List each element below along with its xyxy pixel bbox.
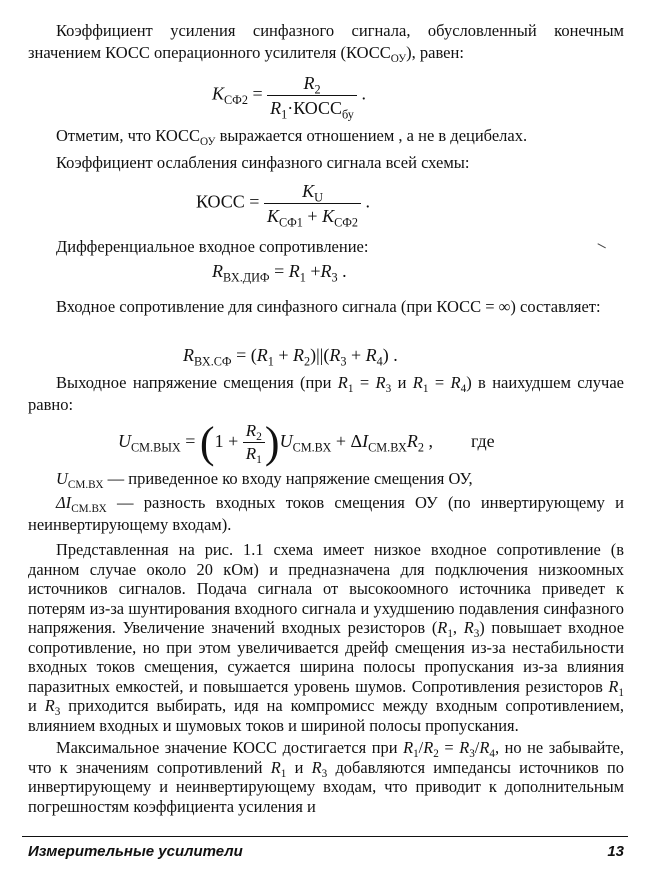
subscript: 1 [618,686,624,699]
operator: = [269,261,289,281]
page-footer [28,843,624,860]
symbol: R [608,676,619,696]
symbol: R [437,618,448,637]
symbol: K [266,206,279,226]
symbol: K [322,206,335,226]
subscript: СМ.ВХ [368,440,407,455]
symbol: U [118,431,131,451]
text: и [391,373,413,392]
symbol: R [311,757,322,777]
symbol: R [406,431,418,451]
symbol: КОСС [196,191,245,212]
operator: / [474,738,480,757]
paren: ) [382,345,389,365]
subscript: 3 [331,270,338,285]
symbol: R [450,373,461,392]
paragraph-cmrr [28,152,624,174]
symbol: ΔI [56,493,72,512]
definition-u-sm-vx [28,468,624,490]
operator: = [180,431,200,451]
formula-r-vx-dif [212,260,347,285]
symbol: R [212,261,223,281]
subscript: 4 [460,382,467,395]
symbol: R [463,618,474,637]
subscript: 1 [347,382,354,395]
text: , [452,618,464,637]
paren: ) [264,417,280,467]
subscript: 1 [447,627,453,640]
text: выражается отношением , а не в децибелах. [215,126,528,145]
subscript: 2 [417,440,425,455]
text: Отметим, что КОСС [56,126,201,145]
symbol: K [212,83,225,104]
symbol: R [183,345,194,365]
text: Коэффициент ослабления синфазного сигнала всей схемы: [56,153,470,172]
symbol: R [337,373,348,392]
formula-kocc [196,180,371,230]
subscript: 1 [422,382,429,395]
text: где [471,431,495,451]
operator: + [273,345,294,365]
denominator [243,442,265,467]
definition-delta-i [28,492,624,535]
subscript: 2 [304,354,311,369]
subscript: ВХ.ДИФ [223,270,270,285]
operator: = [247,83,268,104]
symbol: R [365,345,377,365]
text: Представленная на рис. 1.1 схема имеет низкое входное сопротивление (в данном случае около 20 кОм) и предназначена для подключения низкоомных источников сигналов. Подача сигнала от высокоомного источника приведет к потерям из-за шунтирования входного сигнала и ухудшению подавления синфазного напряжения. Увеличение значений входных резисторов ( [28,540,624,637]
paren: ( [199,417,215,467]
punctuation: . [337,261,347,281]
formula-r-vx-sf [183,344,398,369]
symbol: R [479,738,490,757]
paren: ) [310,345,317,365]
text: и [286,757,312,777]
subscript: 3 [469,747,475,760]
subscript: 1 [256,453,262,467]
paragraph-circuit-description [28,540,624,735]
subscript: 3 [473,627,480,640]
operator: / [418,738,424,757]
formula-u-sm-vyh [118,418,495,465]
fraction [243,421,265,467]
text: Дифференциальное входное сопротивление: [56,237,369,256]
subscript: ОУ [390,52,407,65]
symbol: I [362,431,369,451]
running-title: Измерительные усилители [28,843,243,860]
symbol: R [293,345,305,365]
symbol: R [245,421,257,441]
paren: ( [323,345,330,365]
punctuation: , [424,431,434,451]
subscript: бу [342,107,354,122]
operator: = [428,373,451,392]
operator: 1 + [214,431,243,451]
numerator [267,72,357,95]
operator: = [438,738,460,757]
fraction [267,72,357,122]
operator: = [231,345,251,365]
numerator [264,180,361,203]
symbol: R [44,696,55,715]
denominator [264,203,361,230]
footer-rule [22,836,628,837]
text: ), равен: [406,42,464,62]
text: добавляются импедансы источников по инвертирующему и неинвертирующему входам, что приводит к дополнительным погрешностям коэффициента усиления и [28,757,624,816]
symbol: R [245,444,257,464]
fraction [264,180,361,230]
symbol: R [303,73,315,93]
subscript: СМ.ВХ [71,502,107,515]
subscript: 1 [267,354,274,369]
operator: || [316,345,324,365]
text: и [28,696,45,715]
operator: = [353,373,376,392]
text: , но не забывайте, что к значениям сопротивлений [28,738,624,777]
symbol: R [256,345,268,365]
symbol: ·КОСС [287,98,343,118]
symbol: R [423,738,434,757]
punctuation: . [361,191,371,212]
operator: + [305,261,321,281]
text: ) повышает входное сопротивление, но при этом увеличивается дрейф смещения из-за нестабильности входных токов смещения, сужается ширина полосы пропускания из-за влияния паразитных емкостей, и повышается уровень шумов. Сопротивления резисторов [28,618,624,696]
paragraph-max-cmrr [28,738,624,816]
subscript: СФ1 [278,215,303,230]
text: Выходное напряжение смещения (при [56,373,338,392]
paragraph-cm-input [28,296,624,318]
symbol: R [375,373,386,392]
text: Коэффициент усиления синфазного сигнала, обусловленный конечным значением КОСС операционного усилителя (КОСС [28,21,624,62]
subscript: 1 [299,270,306,285]
subscript: 3 [340,354,347,369]
subscript: СМ.ВХ [67,478,104,491]
subscript: ОУ [200,135,216,148]
text: — разность входных токов смещения ОУ (по инвертирующему и неинвертирующему входам). [28,493,624,534]
symbol: K [302,181,315,201]
symbol: R [403,738,414,757]
subscript: 1 [280,767,287,780]
paren: ( [250,345,257,365]
subscript: СФ2 [334,215,359,230]
subscript: U [314,190,323,205]
operator: + Δ [331,431,363,451]
symbol: R [320,261,332,281]
denominator [267,95,357,122]
text: приходится выбирать, идя на компромисс между входным сопротивлением, влиянием входных и шумовых токов и шириной полосы пропускания. [28,696,624,735]
symbol: R [270,757,281,777]
symbol: R [412,373,423,392]
symbol: R [459,738,470,757]
subscript: СМ.ВХ [292,440,332,455]
subscript: 3 [321,767,328,780]
subscript: 4 [489,747,495,760]
symbol: R [270,98,282,118]
symbol: U [279,431,293,451]
subscript: ВХ.СФ [194,354,232,369]
subscript: 1 [413,747,419,760]
numerator [243,421,265,442]
paragraph-note [28,125,624,147]
operator: + [346,345,366,365]
text: ) в наихудшем случае равно: [28,373,624,414]
punctuation: . [388,345,398,365]
subscript: СМ.ВЫХ [131,440,181,455]
subscript: 3 [54,705,61,718]
operator: = [244,191,264,212]
subscript: 1 [281,107,288,122]
text: — приведенное ко входу напряжение смещения ОУ, [103,469,473,488]
paragraph-output-offset [28,372,624,415]
paragraph-intro [28,20,624,63]
text: Входное сопротивление для синфазного сигнала (при КОСС = ∞) составляет: [56,297,601,316]
subscript: 2 [314,82,321,97]
paragraph-diff-input [28,236,624,258]
text: Максимальное значение КОСС достигается при [56,738,404,757]
page-number: 13 [607,843,624,860]
symbol: U [56,469,68,488]
subscript: 3 [385,382,392,395]
subscript: 4 [376,354,383,369]
subscript: 2 [433,747,439,760]
operator: + [302,206,323,226]
formula-k-sf2 [212,72,366,122]
punctuation: . [356,83,366,104]
symbol: R [288,261,300,281]
subscript: СФ2 [224,92,248,107]
symbol: R [329,345,341,365]
subscript: 2 [256,430,262,444]
